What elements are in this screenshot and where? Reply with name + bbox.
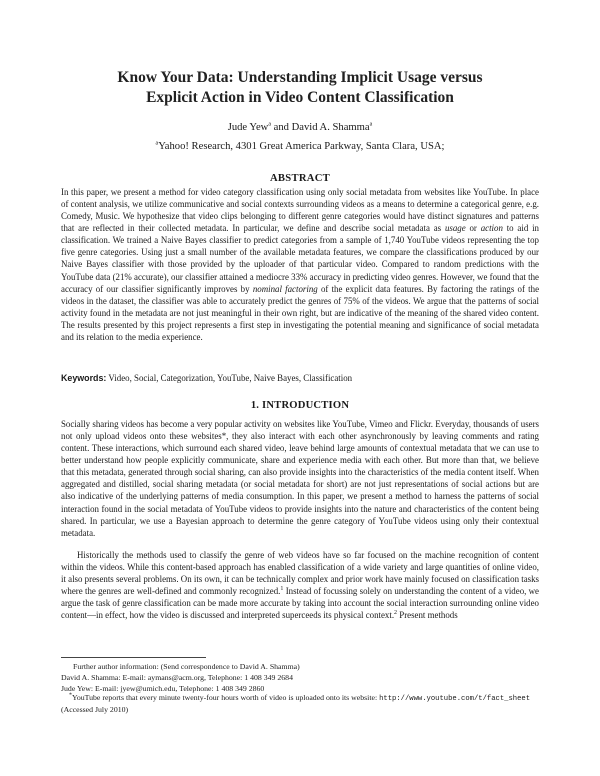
- citation-2: 2: [394, 610, 398, 617]
- abstract-em-usage: usage: [444, 223, 466, 234]
- author-list: [40, 121, 560, 134]
- footnote-url: http://www.youtube.com/t/fact_sheet: [379, 695, 531, 703]
- abstract-body: [61, 186, 539, 343]
- keywords-label: Keywords:: [61, 373, 107, 383]
- abstract-em-action: action: [480, 223, 503, 234]
- abstract-text-3: to aid in classification. We trained a Naive Bayes classifier to predict categories from a sample of 1,740 YouTube videos representing the top five genre categories. Using just a small number of the available metadata features, we compare the classifications produced by our Naive Bayes classifier with those provided by the uploader of that particular video. Compared to random predictions with the YouTube data (21% accurate), our classifier attained a mediocre 33% accuracy in predicting video genres. However, we found that the accuracy of our classifier significantly improves by: [61, 223, 539, 294]
- youtube-footnote: [61, 693, 539, 716]
- author-2-affil-mark: a: [369, 121, 373, 128]
- footnote-line-2: David A. Shamma: E-mail: aymans@acm.org, Telephone: 1 408 349 2684: [61, 672, 293, 682]
- intro-paragraph-2-text-c: Present methods: [397, 610, 458, 621]
- intro-paragraph-1: [61, 418, 539, 539]
- abstract-text-2: or: [465, 223, 481, 234]
- section-heading-introduction: 1. INTRODUCTION: [250, 400, 350, 411]
- affiliation-mark: a: [155, 140, 159, 147]
- author-1-affil-mark: a: [268, 121, 272, 128]
- footnote-tail: (Accessed July 2010): [61, 704, 129, 714]
- intro-paragraph-1-text: Socially sharing videos has become a very popular activity on websites like YouTube, Vimeo and Flickr. Everyday, thousands of users not only upload videos onto these websites*, they also interact with each other asynchronously by leaving comments and rating content. These interactions, which surround each shared video, leave behind large amounts of contextual metadata that we can use to better understand how people explicitly communicate, share and experience media with each other. But more than that, we believe that this metadata, generated through social sharing, can also provide insights into the characteristics of the media content itself. When aggregated and distilled, social sharing metadata (or social metadata for short) are not just representations of social actions but are also indicative of the underlying patterns of media consumption. In this paper, we present a method to harness the patterns of social interaction found in the social metadata of YouTube videos to provide insights into the nature and characteristics of the content being shared. In particular, we use a Bayesian approach to determine the genre category of YouTube videos using only their contextual metadata.: [61, 419, 539, 538]
- author-2: David A. Shamma: [291, 122, 370, 133]
- footnote-line-3: Jude Yew: E-mail: jyew@umich.edu, Telephone: 1 408 349 2860: [61, 683, 265, 693]
- intro-paragraph-2: [61, 549, 539, 621]
- abstract-text-4: of the explicit data features. By factoring the ratings of the videos in the dataset, the classifier was able to accurately predict the genres of 75% of the videos. We argue that the patterns of social activity found in the metadata are not just meaningful in their own right, but are indicative of the meaning of the shared video content. The results presented by this project represents a first step in investigating the potential meaning and significance of social metadata and its relation to the media experience.: [61, 283, 540, 342]
- intro-paragraph-2-text-b: Instead of focussing solely on understanding the content of a video, we argue the task of genre classification can be made more accurate by taking into account the social interaction surrounding online video content—in effect, how the video is discussed and interpreted superceeds its physical context.: [61, 586, 539, 621]
- paper-title: [40, 68, 560, 108]
- author-1: Jude Yew: [227, 122, 269, 133]
- citation-1: 1: [280, 586, 284, 593]
- keywords-text: Video, Social, Categorization, YouTube, Naive Bayes, Classification: [106, 373, 353, 383]
- author-info-footnote: [61, 662, 551, 694]
- abstract-text-1: In this paper, we present a method for video category classification using only social metadata from websites like YouTube. In place of content analysis, we utilize communicative and social contexts surrounding videos as a means to determine a categorical genre, e.g. Comedy, Music. We hypothesize that video clips belonging to different genre categories would have distinct signatures and patterns that are reflected in their collected metadata. In particular, we define and describe social metadata as: [61, 187, 539, 234]
- footnote-text: YouTube reports that every minute twenty-four hours worth of video is uploaded onto its website:: [72, 693, 380, 702]
- footnote-rule: [61, 657, 206, 658]
- abstract-em-nominal-factoring: nominal factoring: [252, 283, 318, 294]
- affiliation-text: Yahoo! Research, 4301 Great America Parkway, Santa Clara, USA;: [158, 141, 445, 152]
- affiliation: [40, 140, 560, 153]
- author-conj: and: [271, 122, 292, 133]
- footnote-mark: *: [69, 692, 72, 699]
- intro-paragraph-2-text-a: Historically the methods used to classify the genre of web videos have so far focused on the machine recognition of content within the videos. While this content-based approach has enabled classification of a wide variety and large quantities of online video, it also presents several problems. On its own, it can be technically complex and prior work have mainly focused on classification tasks where the genres are well-defined and commonly recognized.: [61, 550, 539, 597]
- abstract-heading: ABSTRACT: [269, 173, 331, 184]
- footnote-line-1: Further author information: (Send correspondence to David A. Shamma): [73, 662, 300, 671]
- title-line-1: Know Your Data: Understanding Implicit Usage versus: [117, 69, 483, 86]
- keywords: [61, 372, 539, 384]
- title-line-2: Explicit Action in Video Content Classification: [146, 89, 454, 106]
